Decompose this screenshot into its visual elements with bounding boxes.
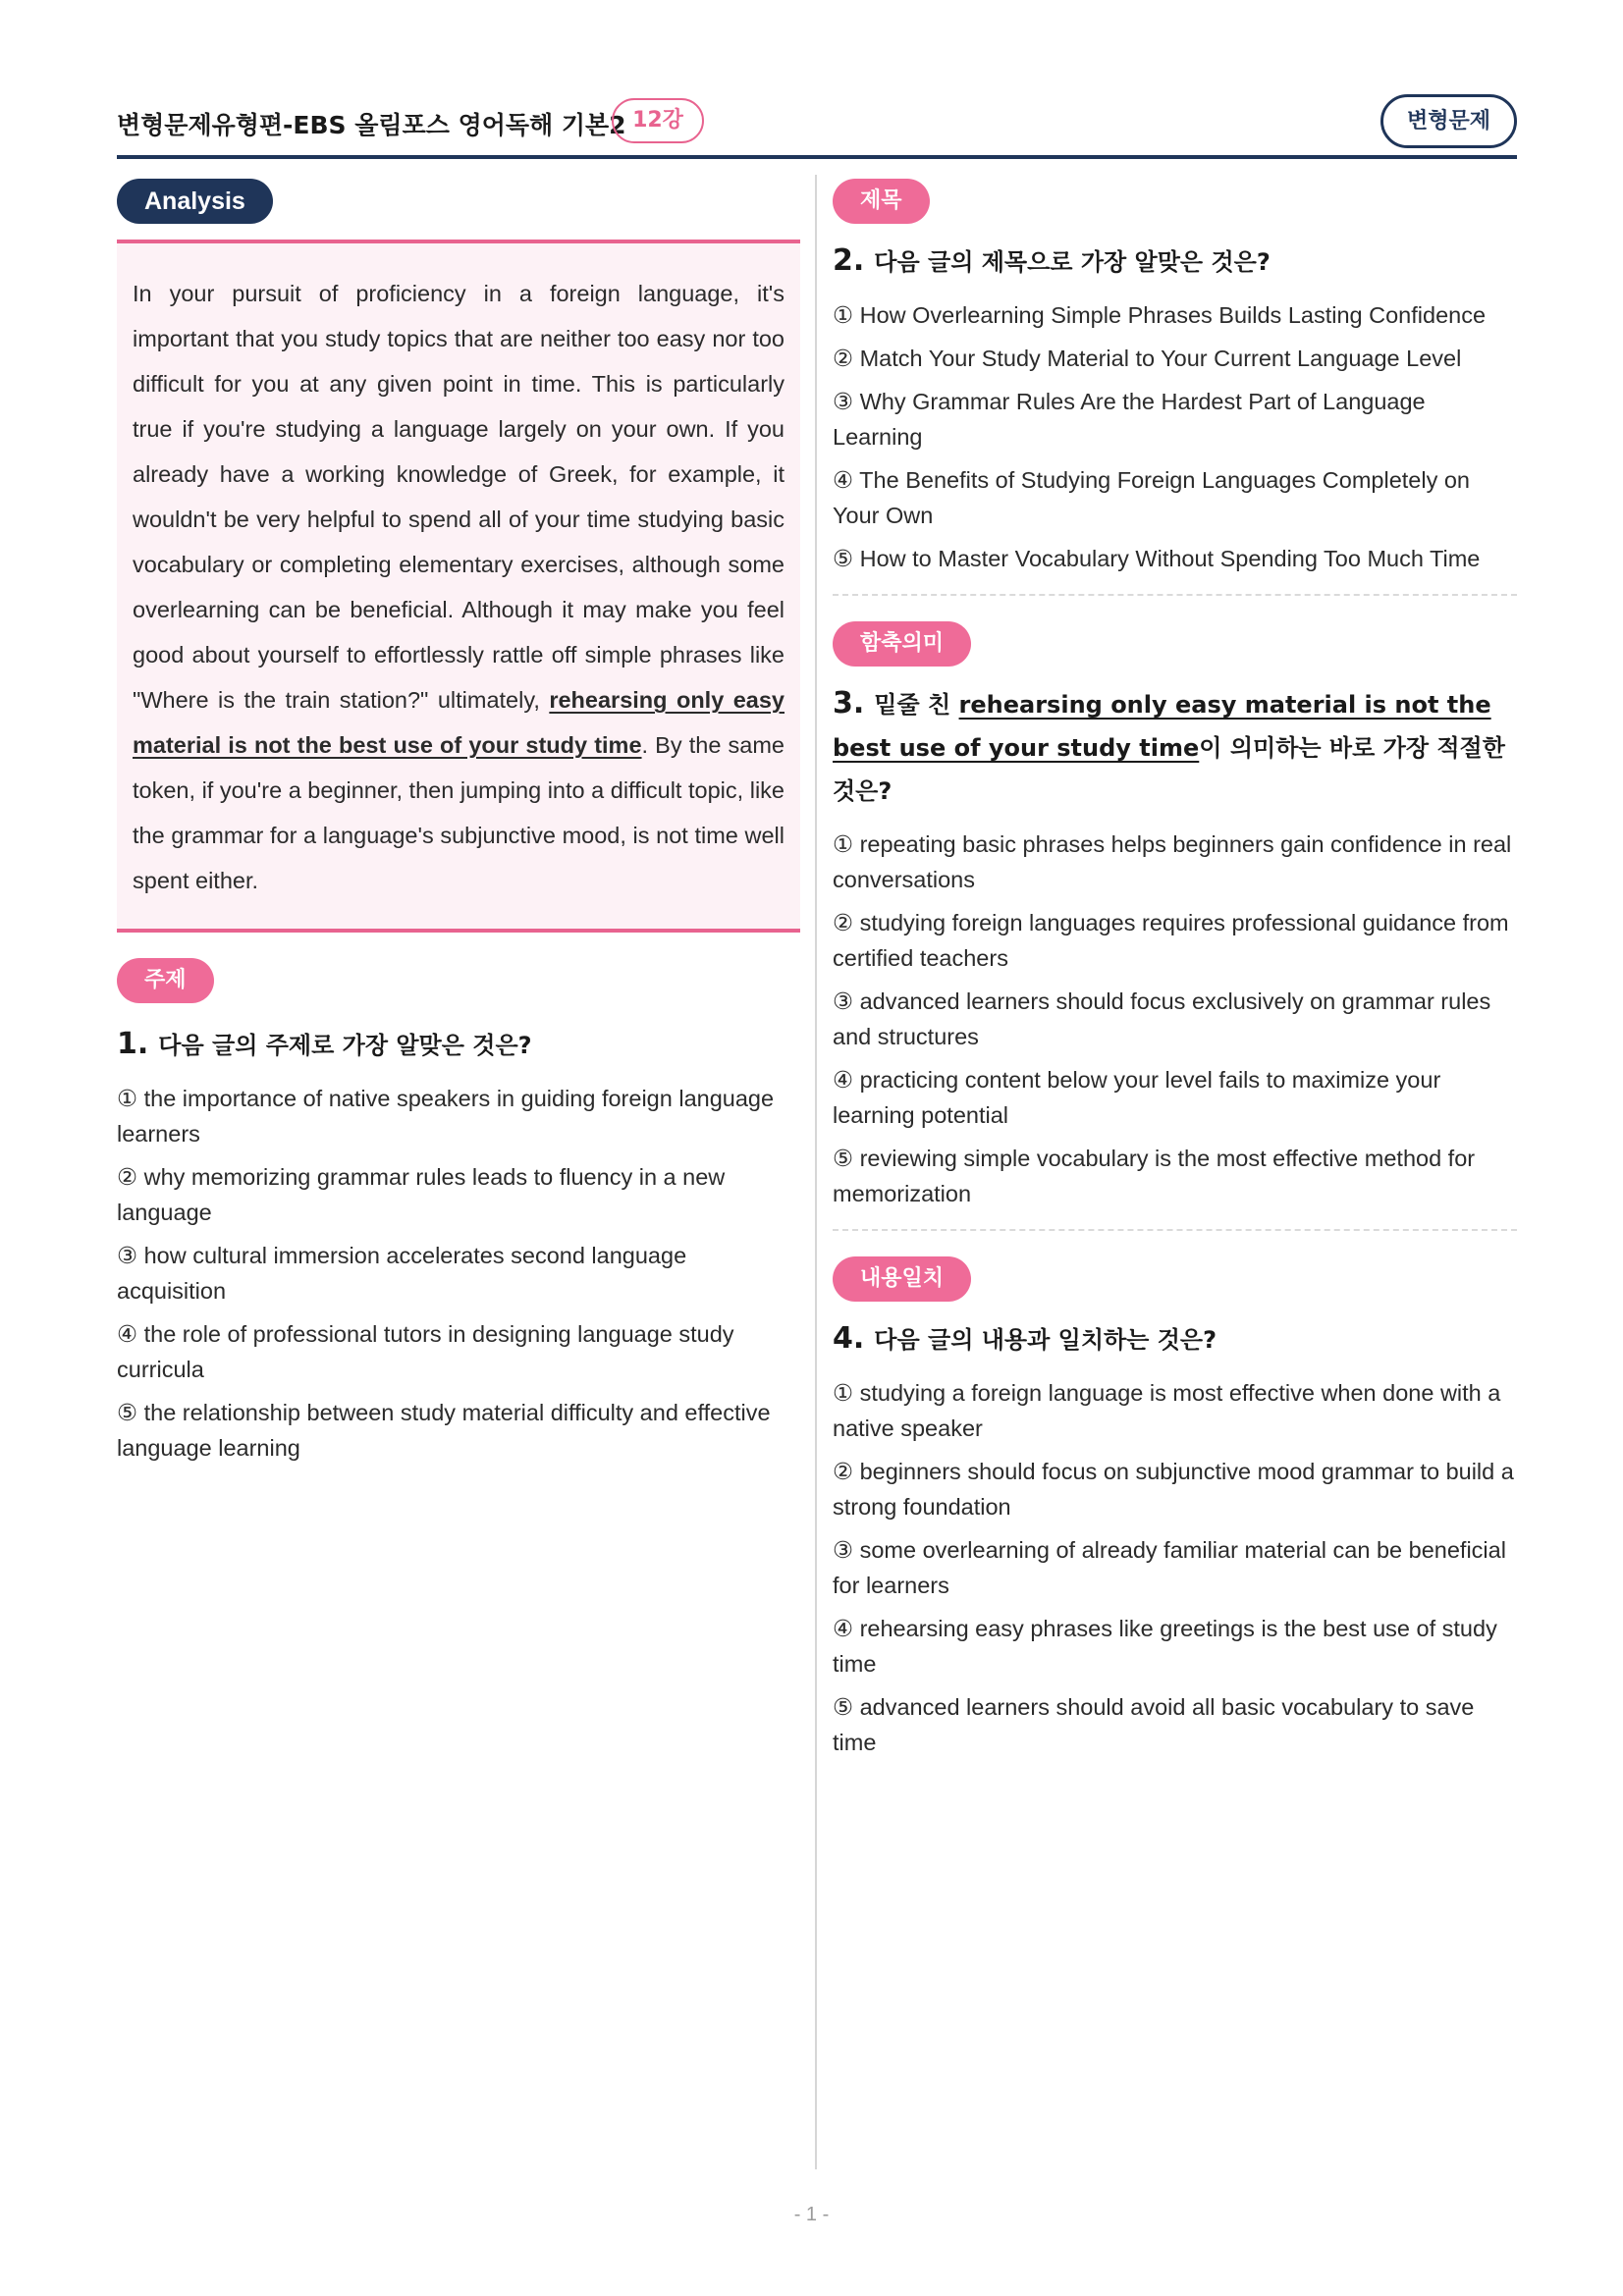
q1-options bbox=[117, 1081, 800, 1466]
q2-prompt bbox=[833, 240, 1517, 284]
passage-text-before: In your pursuit of proficiency in a foreign language, it's important that you study topics that are neither too easy nor too difficult for you at any given point in time. This is particularly true if you're studying a language largely on your own. If you already have a working knowledge of Greek, for example, it wouldn't be very helpful to spend all of your time studying basic vocabulary or completing elementary exercises, although some overlearning can be beneficial. Although it may make you feel good about yourself to effortlessly rattle off simple phrases like "Where is the train station?" ultimately, bbox=[133, 281, 784, 713]
q2-number: 2. bbox=[833, 243, 865, 278]
q2-option-1[interactable]: ① How Overlearning Simple Phrases Builds Lasting Confidence bbox=[833, 302, 1487, 328]
section-separator bbox=[833, 594, 1517, 596]
q1-option-4[interactable]: ④ the role of professional tutors in designing language study curricula bbox=[117, 1321, 734, 1382]
q4-option-2[interactable]: ② beginners should focus on subjunctive mood grammar to build a strong foundation bbox=[833, 1459, 1514, 1520]
q4-prompt-text: 다음 글의 내용과 일치하는 것은? bbox=[874, 1326, 1217, 1354]
passage bbox=[133, 271, 784, 903]
analysis-label: Analysis bbox=[117, 179, 273, 224]
lesson-badge: 12강 bbox=[612, 98, 704, 143]
q1-option-2[interactable]: ② why memorizing grammar rules leads to fluency in a new language bbox=[117, 1164, 726, 1225]
passage-underlined: rehearsing only easy material is not the best use of your study time bbox=[133, 687, 785, 758]
q1-option-5[interactable]: ⑤ the relationship between study material difficulty and effective language learning bbox=[117, 1400, 771, 1461]
q3-options bbox=[833, 827, 1517, 1211]
page-header bbox=[117, 94, 1517, 159]
q1-tag: 주제 bbox=[117, 958, 214, 1003]
q3-prompt-before: 밑줄 친 bbox=[874, 691, 959, 719]
page-number: - 1 - bbox=[793, 2204, 830, 2225]
q4-option-4[interactable]: ④ rehearsing easy phrases like greetings is the best use of study time bbox=[833, 1616, 1497, 1677]
q4-prompt bbox=[833, 1317, 1517, 1362]
q3-prompt bbox=[833, 682, 1517, 813]
q4-option-5[interactable]: ⑤ advanced learners should avoid all basic vocabulary to save time bbox=[833, 1694, 1475, 1755]
q2-prompt-text: 다음 글의 제목으로 가장 알맞은 것은? bbox=[874, 248, 1271, 276]
q3-prompt-after: 이 의미하는 바로 가장 적절한 것은? bbox=[833, 734, 1505, 805]
q1-option-1[interactable]: ① the importance of native speakers in guiding foreign language learners bbox=[117, 1086, 775, 1147]
q3-number: 3. bbox=[833, 686, 865, 721]
q2-tag: 제목 bbox=[833, 179, 930, 224]
q3-option-4[interactable]: ④ practicing content below your level fails to maximize your learning potential bbox=[833, 1067, 1441, 1128]
passage-text-after: . By the same token, if you're a beginner, then jumping into a difficult topic, like the grammar for a language's subjunctive mood, is not time well spent either. bbox=[133, 732, 784, 893]
right-column bbox=[833, 179, 1517, 1768]
q1-number: 1. bbox=[117, 1027, 149, 1061]
q3-option-2[interactable]: ② studying foreign languages requires professional guidance from certified teachers bbox=[833, 910, 1509, 971]
header-rule bbox=[117, 155, 1517, 159]
q1-prompt-text: 다음 글의 주제로 가장 알맞은 것은? bbox=[158, 1032, 532, 1059]
q1-prompt bbox=[117, 1023, 800, 1067]
q4-tag: 내용일치 bbox=[833, 1256, 971, 1302]
header-title: 변형문제유형편-EBS 올림포스 영어독해 기본2 bbox=[117, 111, 626, 139]
left-column bbox=[117, 179, 800, 1473]
q4-option-1[interactable]: ① studying a foreign language is most effective when done with a native speaker bbox=[833, 1380, 1501, 1441]
q4-number: 4. bbox=[833, 1321, 865, 1356]
column-divider bbox=[815, 175, 817, 2169]
q2-option-5[interactable]: ⑤ How to Master Vocabulary Without Spending Too Much Time bbox=[833, 546, 1481, 571]
q3-option-5[interactable]: ⑤ reviewing simple vocabulary is the most effective method for memorization bbox=[833, 1146, 1476, 1206]
q4-options bbox=[833, 1375, 1517, 1760]
q3-option-1[interactable]: ① repeating basic phrases helps beginners gain confidence in real conversations bbox=[833, 831, 1512, 892]
q2-option-2[interactable]: ② Match Your Study Material to Your Current Language Level bbox=[833, 346, 1462, 371]
analysis-box bbox=[117, 240, 800, 933]
q2-option-3[interactable]: ③ Why Grammar Rules Are the Hardest Part of Language Learning bbox=[833, 389, 1426, 450]
type-badge: 변형문제 bbox=[1380, 94, 1517, 148]
q1-option-3[interactable]: ③ how cultural immersion accelerates second language acquisition bbox=[117, 1243, 687, 1304]
q2-options bbox=[833, 297, 1517, 576]
q3-option-3[interactable]: ③ advanced learners should focus exclusively on grammar rules and structures bbox=[833, 988, 1491, 1049]
section-separator bbox=[833, 1229, 1517, 1231]
q2-option-4[interactable]: ④ The Benefits of Studying Foreign Languages Completely on Your Own bbox=[833, 467, 1471, 528]
q4-option-3[interactable]: ③ some overlearning of already familiar material can be beneficial for learners bbox=[833, 1537, 1506, 1598]
q3-tag: 함축의미 bbox=[833, 621, 971, 667]
q3-prompt-underlined: rehearsing only easy material is not the best use of your study time bbox=[833, 691, 1491, 762]
